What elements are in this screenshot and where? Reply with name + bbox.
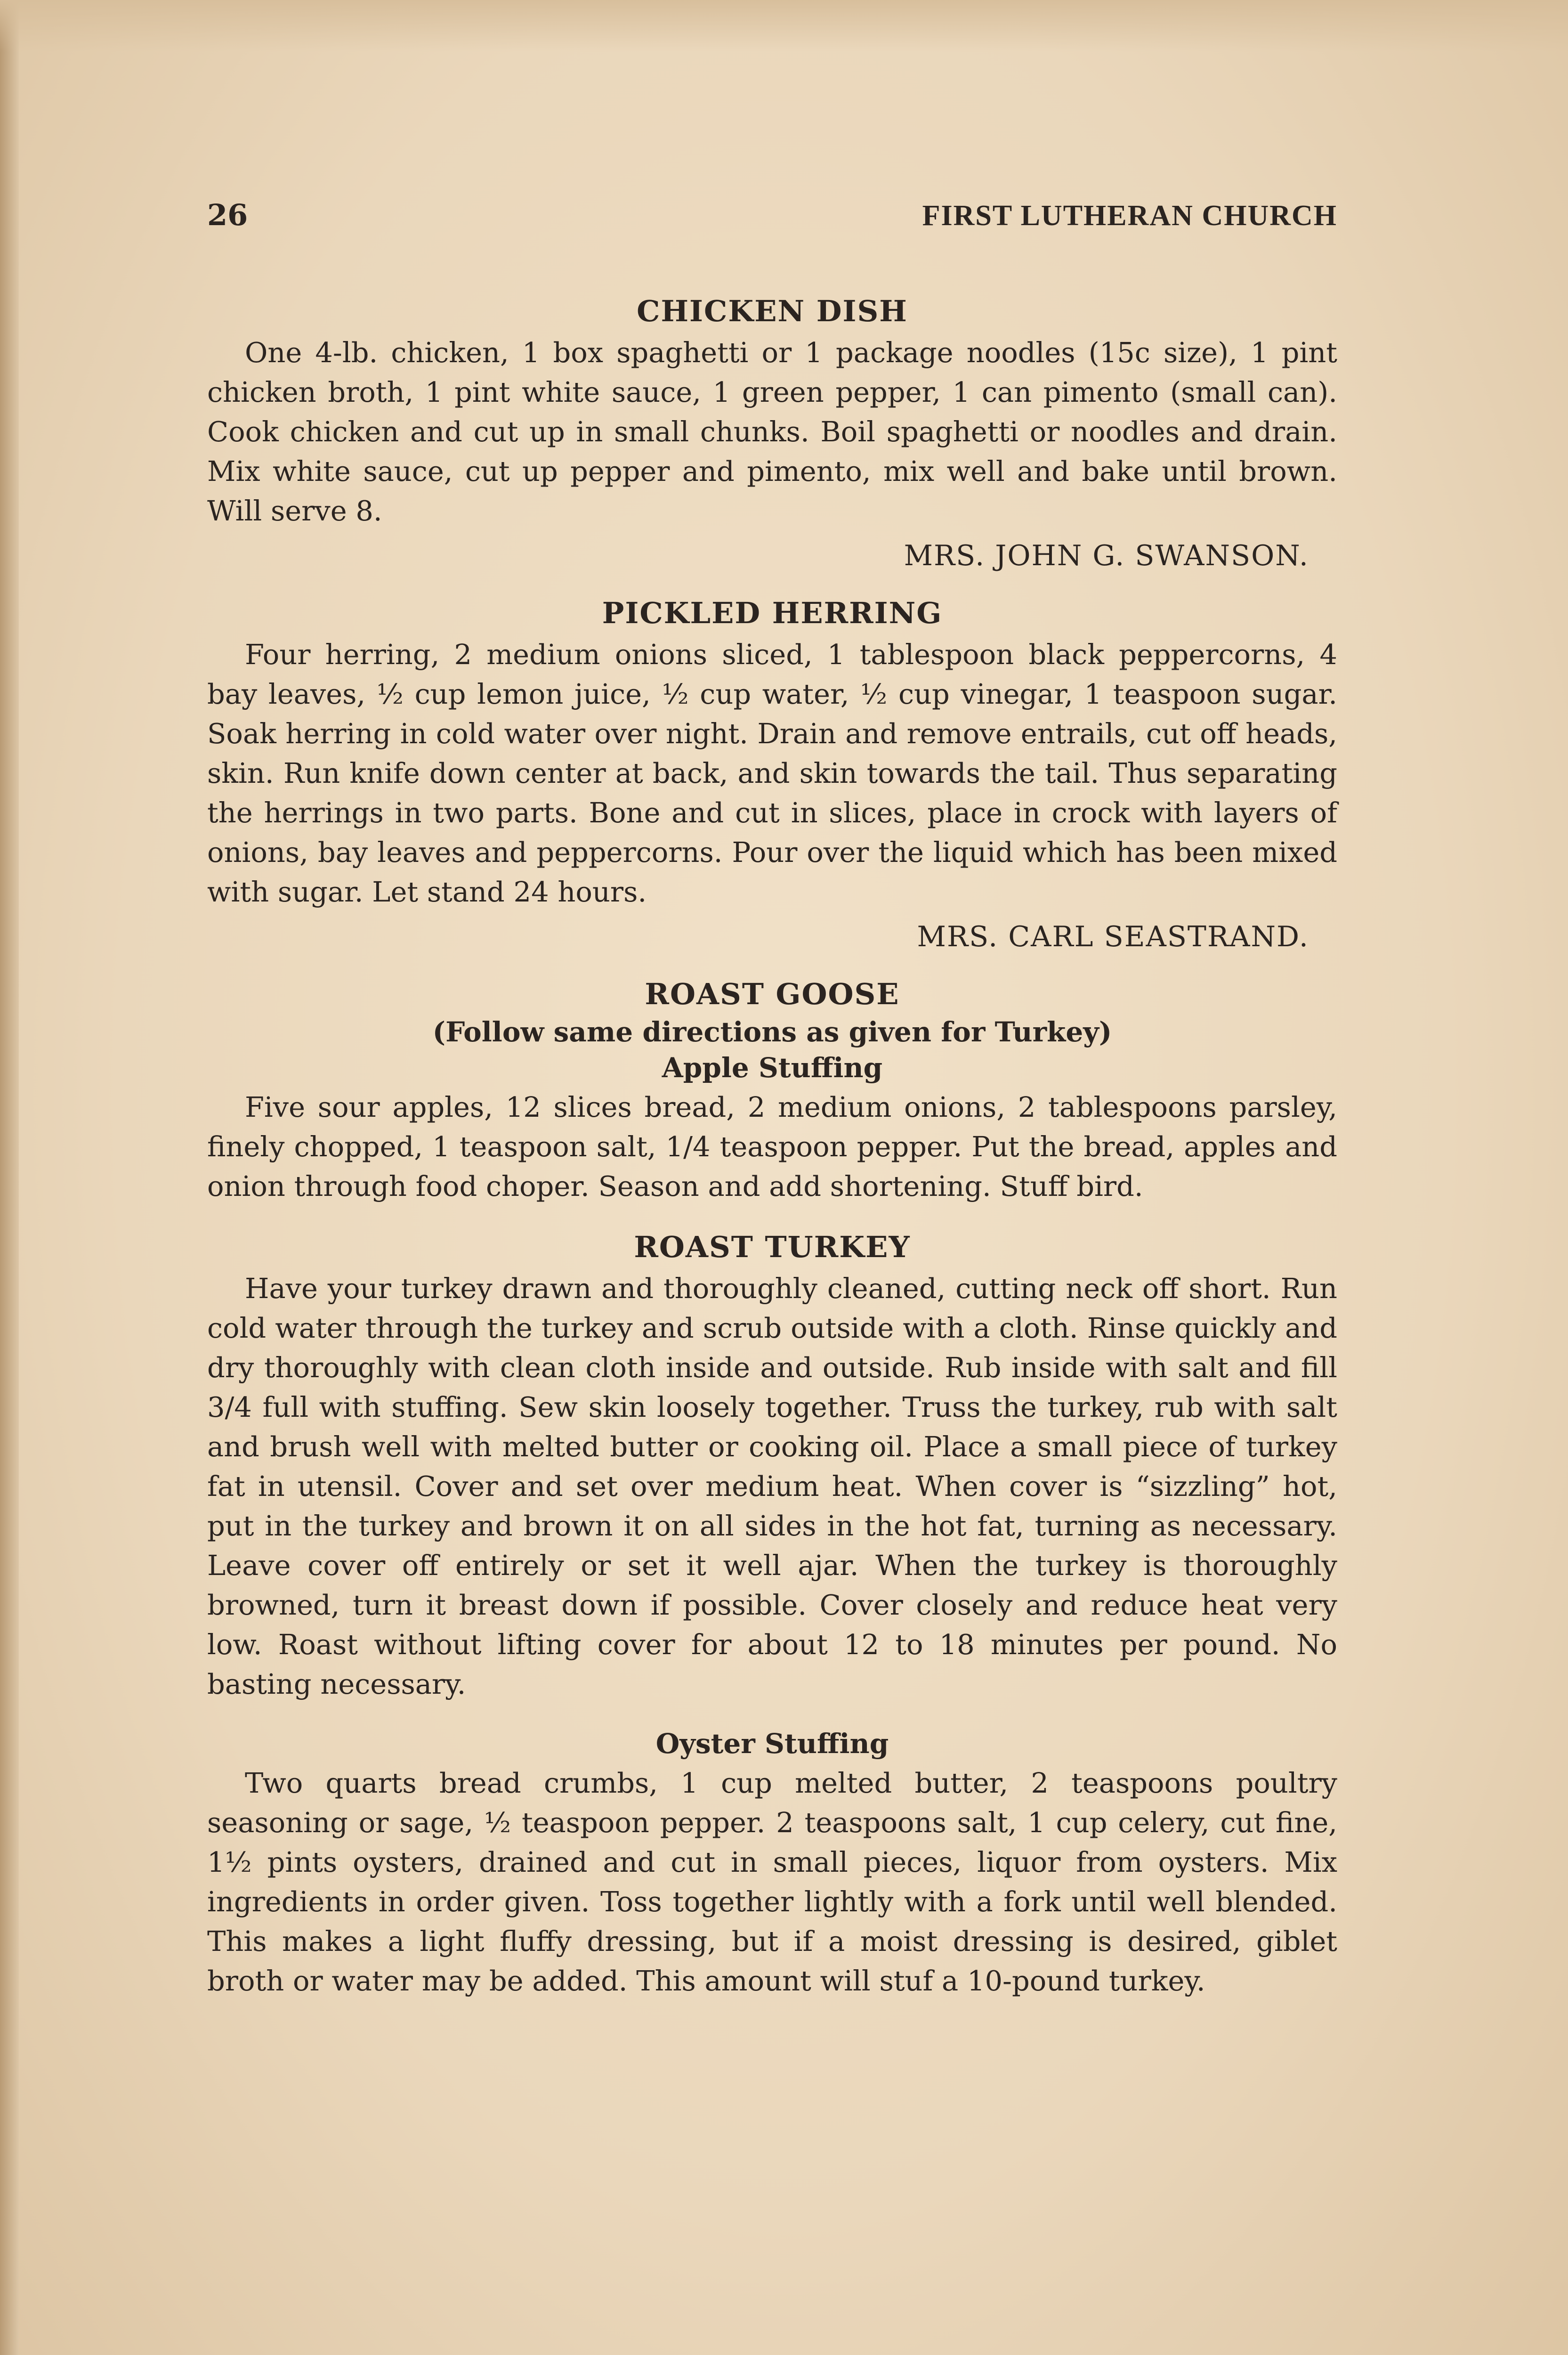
recipe-title: ROAST GOOSE [645,977,900,1011]
recipe-body: Two quarts bread crumbs, 1 cup melted butter, 2 teaspoons poultry seasoning or sage, ½ teaspoon pepper. 2 teaspoons salt, 1 cup celery, cut fine, 1½ pints oysters, drained and cut in small pieces, liquor from oysters. Mix ingredients in order given. Toss together lightly with a fork until well blended. This makes a light fluffy dressing, but if a moist dressing is desired, giblet broth or water may be added. This amount will stuf a 10-pound turkey. [207,1767,1337,1997]
recipe-author: MRS. JOHN G. SWANSON. [904,539,1309,572]
page-top-wear [0,0,1568,52]
recipe-title: CHICKEN DISH [637,294,908,328]
recipe-pickled-herring [207,596,1337,953]
book-title: FIRST LUTHERAN CHURCH [922,200,1337,232]
recipe-body: Four herring, 2 medium onions sliced, 1 tablespoon black peppercorns, 4 bay leaves, ½ cup lemon juice, ½ cup water, ½ cup vinegar, 1 teaspoon sugar. Soak herring in cold water over night. Drain and remove entrails, cut off heads, skin. Run knife down center at back, and skin towards the tail. Thus separating the herrings in two parts. Bone and cut in slices, place in crock with layers of onions, bay leaves and peppercorns. Pour over the liquid which has been mixed with sugar. Let stand 24 hours. [207,638,1337,908]
recipe-oyster-stuffing [207,1728,1337,2001]
page-number: 26 [207,198,248,232]
running-head [207,198,1337,233]
recipe-roast-goose [207,977,1337,1206]
recipe-title: ROAST TURKEY [634,1230,911,1264]
recipe-chicken-dish [207,294,1337,572]
recipe-subtitle: Apple Stuffing [662,1052,883,1084]
recipe-body: One 4-lb. chicken, 1 box spaghetti or 1 package noodles (15c size), 1 pint chicken broth, 1 pint white sauce, 1 green pepper, 1 can pimento (small can). Cook chicken and cut up in small chunks. Boil spaghetti or noodles and drain. Mix white sauce, cut up pepper and pimento, mix well and bake until brown. Will serve 8. [207,336,1337,527]
recipe-author: MRS. CARL SEASTRAND. [917,920,1309,953]
recipe-title: Oyster Stuffing [655,1728,889,1760]
recipe-body: Five sour apples, 12 slices bread, 2 medium onions, 2 tablespoons parsley, finely chopped, 1 teaspoon salt, 1/4 teaspoon pepper. Put the bread, apples and onion through food choper. Season and add shortening. Stuff bird. [207,1091,1337,1202]
recipe-roast-turkey [207,1230,1337,1704]
page-binding-edge [0,0,19,2355]
recipe-note: (Follow same directions as given for Turkey) [432,1016,1112,1048]
recipe-title: PICKLED HERRING [602,596,943,630]
page-content [207,198,1337,2024]
recipe-body: Have your turkey drawn and thoroughly cleaned, cutting neck off short. Run cold water through the turkey and scrub outside with a cloth. Rinse quickly and dry thoroughly with clean cloth inside and outside. Rub inside with salt and fill 3/4 full with stuffing. Sew skin loosely together. Truss the turkey, rub with salt and brush well with melted butter or cooking oil. Place a small piece of turkey fat in utensil. Cover and set over medium heat. When cover is “sizzling” hot, put in the turkey and brown it on all sides in the hot fat, turning as necessary. Leave cover off entirely or set it well ajar. When the turkey is thoroughly browned, turn it breast down if possible. Cover closely and reduce heat very low. Roast without lifting cover for about 12 to 18 minutes per pound. No basting necessary. [207,1272,1337,1700]
